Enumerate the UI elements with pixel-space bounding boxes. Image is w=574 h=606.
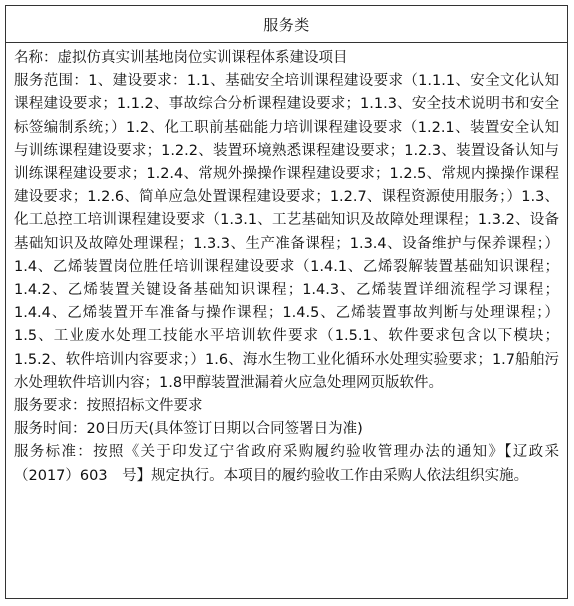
service-requirement: 服务要求：按照招标文件要求 bbox=[14, 398, 203, 415]
service-time: 服务时间：20日历天(具体签订日期以合同签署日为准) bbox=[14, 421, 363, 438]
table-body bbox=[6, 43, 567, 488]
project-name: 名称：虚拟仿真实训基地岗位实训课程体系建设项目 bbox=[14, 50, 348, 66]
service-table bbox=[5, 5, 568, 599]
service-standard: 服务标准：按照《关于印发辽宁省政府采购履约验收管理办法的通知》【辽政采（2017）603 号】规定执行。本项目的履约验收工作由采购人依法组织实施。 bbox=[14, 444, 559, 484]
service-scope: 服务范围：1、建设要求：1.1、基础安全培训课程建设要求（1.1.1、安全文化认知课程建设要求；1.1.2、事故综合分析课程建设要求；1.1.3、安全技术说明书和安全标签编制系统；）1.2、化工职前基础能力培训课程建设要求（1.2.1、装置安全认知与训练课程建设要求；1.2.2、装置环境熟悉课程建设要求；1.2.3、装置设备认知与训练课程建设要求；1.2.4、常规外操操作课程建设要求；1.2.5、常规内操操作课程建设要求；1.2.6、简单应急处置课程建设要求；1.2.7、课程资源使用服务；）1.3、化工总控工培训课程建设要求（1.3.1、工艺基础知识及故障处理课程；1.3.2、设备基础知识及故障处理课程；1.3.3、生产准备课程；1.3.4、设备维护与保养课程；）1.4、乙烯装置岗位胜任培训课程建设要求（1.4.1、乙烯裂解装置基础知识课程；1.4.2、乙烯装置关键设备基础知识课程；1.4.3、乙烯装置详细流程学习课程；1.4.4、乙烯装置开车准备与操作课程；1.4.5、乙烯装置事故判断与处理课程；）1.5、工业废水处理工技能水平培训软件要求（1.5.1、软件要求包含以下模块；1.5.2、软件培训内容要求；）1.6、海水生物工业化循环水处理实验要求；1.7船舶污水处理软件培训内容；1.8甲醇装置泄漏着火应急处理网页版软件。 bbox=[14, 73, 559, 391]
table-header: 服务类 bbox=[6, 6, 567, 43]
